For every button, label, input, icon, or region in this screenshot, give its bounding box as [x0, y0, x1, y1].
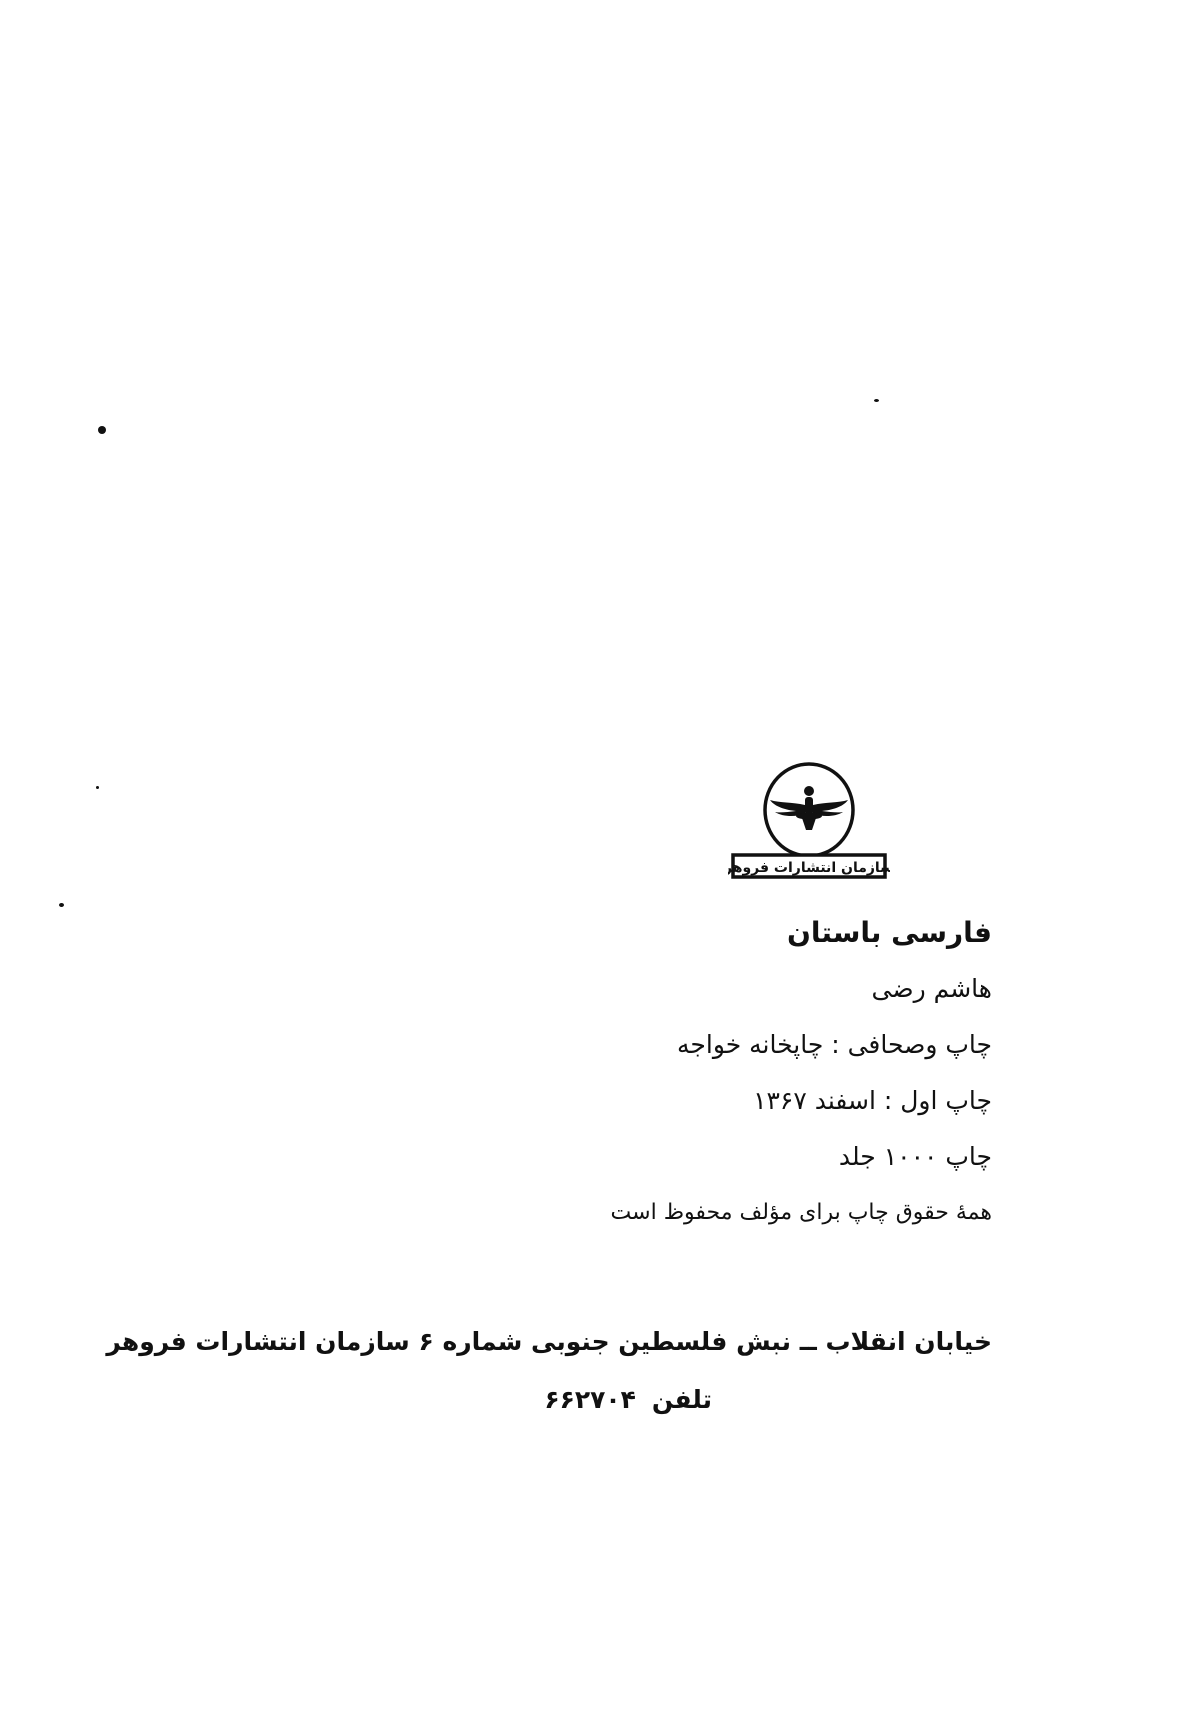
scan-speck	[96, 786, 99, 789]
phone-number: ۶۶۲۷۰۴	[544, 1385, 636, 1414]
publisher-logo-label: سازمان انتشارات فروهر	[728, 860, 890, 876]
publisher-logo	[728, 760, 890, 880]
faravahar-emblem-icon	[728, 760, 890, 880]
phone-label: تلفن	[651, 1385, 712, 1414]
publisher-address: خیابان انقلاب ــ نبش فلسطین جنوبی شماره ۶ سازمان انتشارات فروهر	[106, 1327, 992, 1356]
colophon	[432, 905, 992, 1241]
edition-info: چاپ اول : اسفند ۱۳۶۷	[753, 1086, 992, 1115]
scan-speck	[874, 399, 879, 402]
book-title: فارسی باستان	[787, 916, 992, 949]
publisher-phone	[544, 1376, 712, 1424]
rights-notice: همهٔ حقوق چاپ برای مؤلف محفوظ است	[610, 1200, 992, 1225]
printing-info: چاپ وصحافی : چاپخانه خواجه	[677, 1030, 992, 1059]
copies-info: چاپ ۱۰۰۰ جلد	[838, 1142, 992, 1171]
scan-speck	[98, 426, 106, 434]
author-name: هاشم رضی	[871, 974, 992, 1003]
scan-speck	[59, 903, 64, 907]
